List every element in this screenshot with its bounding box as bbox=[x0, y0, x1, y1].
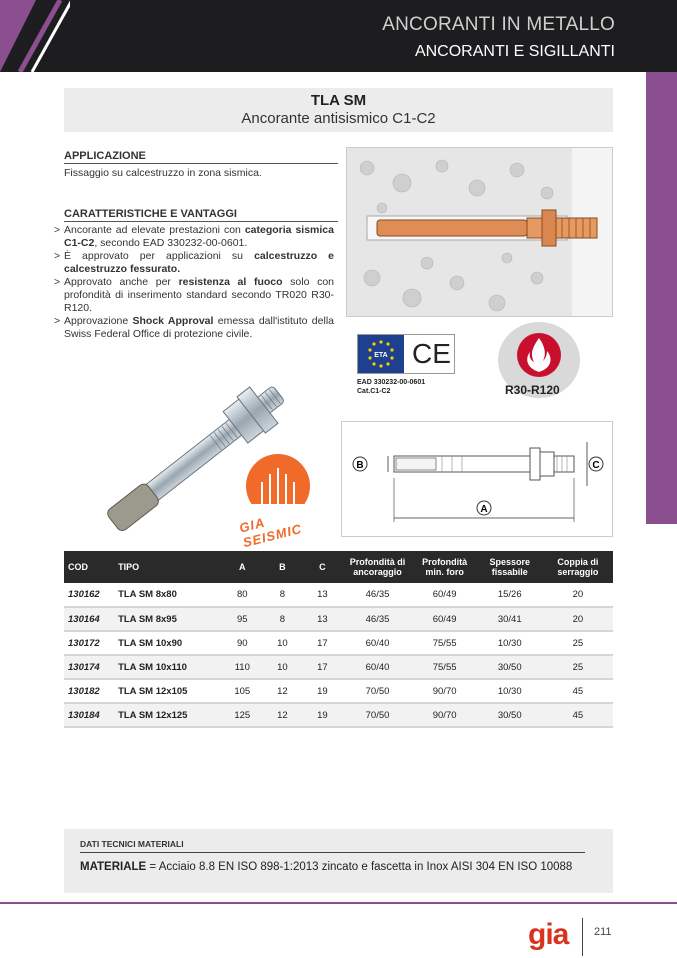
table-cell: 15/26 bbox=[477, 583, 543, 607]
table-cell: 10/30 bbox=[477, 631, 543, 655]
materials-value: MATERIALE = Acciaio 8.8 EN ISO 898-1:2013 zincato e fascetta in Inox AISI 304 EN ISO 10088 bbox=[80, 861, 573, 873]
table-cell: 19 bbox=[302, 679, 342, 703]
eta-caption: EAD 330232-00-0601 Cat.C1-C2 bbox=[357, 379, 426, 395]
features-list bbox=[54, 224, 334, 341]
table-cell: 60/40 bbox=[342, 631, 412, 655]
dimension-label-a: A bbox=[480, 504, 488, 515]
seismic-logo-text: GIA SEISMIC bbox=[237, 514, 304, 551]
col-a: A bbox=[222, 551, 262, 583]
application-text: Fissaggio su calcestruzzo in zona sismica. bbox=[64, 167, 262, 179]
table-cell: 60/49 bbox=[413, 607, 477, 631]
table-cell: TLA SM 12x105 bbox=[114, 679, 222, 703]
product-name: TLA SM bbox=[310, 92, 367, 109]
table-cell: TLA SM 8x95 bbox=[114, 607, 222, 631]
table-cell: 90 bbox=[222, 631, 262, 655]
table-cell: 20 bbox=[543, 607, 613, 631]
page-header bbox=[0, 0, 677, 72]
table-cell: 110 bbox=[222, 655, 262, 679]
table-cell: 10/30 bbox=[477, 679, 543, 703]
dimension-label-c: C bbox=[592, 460, 600, 471]
application-heading: APPLICAZIONE bbox=[64, 150, 338, 164]
gia-logo: gia bbox=[528, 918, 569, 951]
eta-ce-badge bbox=[357, 334, 455, 374]
table-cell: 80 bbox=[222, 583, 262, 607]
feature-item: > Approvazione Shock Approval emessa dall'istituto della Swiss Federal Office di protezione civile. bbox=[54, 315, 334, 340]
table-cell: 130184 bbox=[64, 703, 114, 727]
table-cell: 130172 bbox=[64, 631, 114, 655]
dimension-label-b: B bbox=[356, 460, 364, 471]
table-row bbox=[64, 631, 613, 655]
product-subtitle: Ancorante antisismico C1-C2 bbox=[241, 110, 436, 127]
table-cell: 60/40 bbox=[342, 655, 412, 679]
table-cell: 8 bbox=[262, 583, 302, 607]
eta-label: ETA bbox=[374, 352, 388, 359]
product-table bbox=[64, 551, 613, 728]
table-cell: 130162 bbox=[64, 583, 114, 607]
table-cell: 13 bbox=[302, 607, 342, 631]
feature-item: > Approvato anche per resistenza al fuoco solo con profondità di inserimento standard secondo TR020 R30-R120. bbox=[54, 276, 334, 314]
table-cell: 46/35 bbox=[342, 607, 412, 631]
table-row bbox=[64, 655, 613, 679]
feature-item: > È approvato per applicazioni su calcestruzzo e calcestruzzo fessurato. bbox=[54, 250, 334, 275]
table-cell: 10 bbox=[262, 631, 302, 655]
table-cell: 25 bbox=[543, 655, 613, 679]
table-cell: TLA SM 12x125 bbox=[114, 703, 222, 727]
table-cell: TLA SM 10x90 bbox=[114, 631, 222, 655]
table-cell: 130164 bbox=[64, 607, 114, 631]
col-c: C bbox=[302, 551, 342, 583]
table-cell: 30/50 bbox=[477, 703, 543, 727]
table-cell: 130182 bbox=[64, 679, 114, 703]
table-cell: 95 bbox=[222, 607, 262, 631]
table-cell: 125 bbox=[222, 703, 262, 727]
dimension-diagram bbox=[341, 421, 613, 537]
table-cell: 12 bbox=[262, 679, 302, 703]
table-cell: 90/70 bbox=[413, 679, 477, 703]
table-cell: TLA SM 8x80 bbox=[114, 583, 222, 607]
category-title: ANCORANTI IN METALLO bbox=[382, 14, 615, 35]
table-cell: 60/49 bbox=[413, 583, 477, 607]
table-row bbox=[64, 583, 613, 607]
col-profondita-foro: Profondità min. foro bbox=[413, 551, 477, 583]
subcategory-title: ANCORANTI E SIGILLANTI bbox=[414, 43, 615, 60]
table-cell: 17 bbox=[302, 631, 342, 655]
fire-rating-label: R30-R120 bbox=[505, 383, 560, 397]
materials-box bbox=[64, 829, 613, 893]
col-profondita-ancoraggio: Profondità di ancoraggio bbox=[342, 551, 412, 583]
table-cell: 105 bbox=[222, 679, 262, 703]
table-cell: 25 bbox=[543, 631, 613, 655]
table-cell: 30/50 bbox=[477, 655, 543, 679]
table-row bbox=[64, 679, 613, 703]
table-cell: 19 bbox=[302, 703, 342, 727]
product-title-box bbox=[64, 88, 613, 132]
table-cell: 12 bbox=[262, 703, 302, 727]
table-cell: 46/35 bbox=[342, 583, 412, 607]
table-row bbox=[64, 607, 613, 631]
side-accent-bar bbox=[646, 72, 677, 524]
table-cell: 8 bbox=[262, 607, 302, 631]
header-stripes-decoration bbox=[10, 0, 70, 72]
ce-mark: CE bbox=[412, 338, 451, 369]
table-cell: 70/50 bbox=[342, 679, 412, 703]
table-cell: 70/50 bbox=[342, 703, 412, 727]
table-cell: 75/55 bbox=[413, 655, 477, 679]
eu-flag-icon bbox=[358, 335, 404, 373]
table-cell: 30/41 bbox=[477, 607, 543, 631]
features-heading: CARATTERISTICHE E VANTAGGI bbox=[64, 208, 338, 222]
materials-heading: DATI TECNICI MATERIALI bbox=[80, 839, 585, 853]
col-b: B bbox=[262, 551, 302, 583]
col-coppia: Coppia di serraggio bbox=[543, 551, 613, 583]
table-cell: 17 bbox=[302, 655, 342, 679]
feature-item: > Ancorante ad elevate prestazioni con categoria sismica C1-C2, secondo EAD 330232-00-0601. bbox=[54, 224, 334, 249]
col-cod: COD bbox=[64, 551, 114, 583]
table-cell: 75/55 bbox=[413, 631, 477, 655]
page-number: 211 bbox=[594, 926, 612, 938]
table-cell: 45 bbox=[543, 679, 613, 703]
table-cell: 20 bbox=[543, 583, 613, 607]
footer-separator bbox=[582, 918, 583, 956]
table-cell: 10 bbox=[262, 655, 302, 679]
footer-divider bbox=[0, 902, 677, 904]
col-tipo: TIPO bbox=[114, 551, 222, 583]
table-header-row bbox=[64, 551, 613, 583]
installation-image bbox=[346, 147, 613, 317]
table-cell: 90/70 bbox=[413, 703, 477, 727]
table-cell: 130174 bbox=[64, 655, 114, 679]
col-spessore: Spessore fissabile bbox=[477, 551, 543, 583]
gia-seismic-logo bbox=[228, 448, 328, 551]
table-cell: 45 bbox=[543, 703, 613, 727]
table-cell: 13 bbox=[302, 583, 342, 607]
table-row bbox=[64, 703, 613, 727]
table-cell: TLA SM 10x110 bbox=[114, 655, 222, 679]
